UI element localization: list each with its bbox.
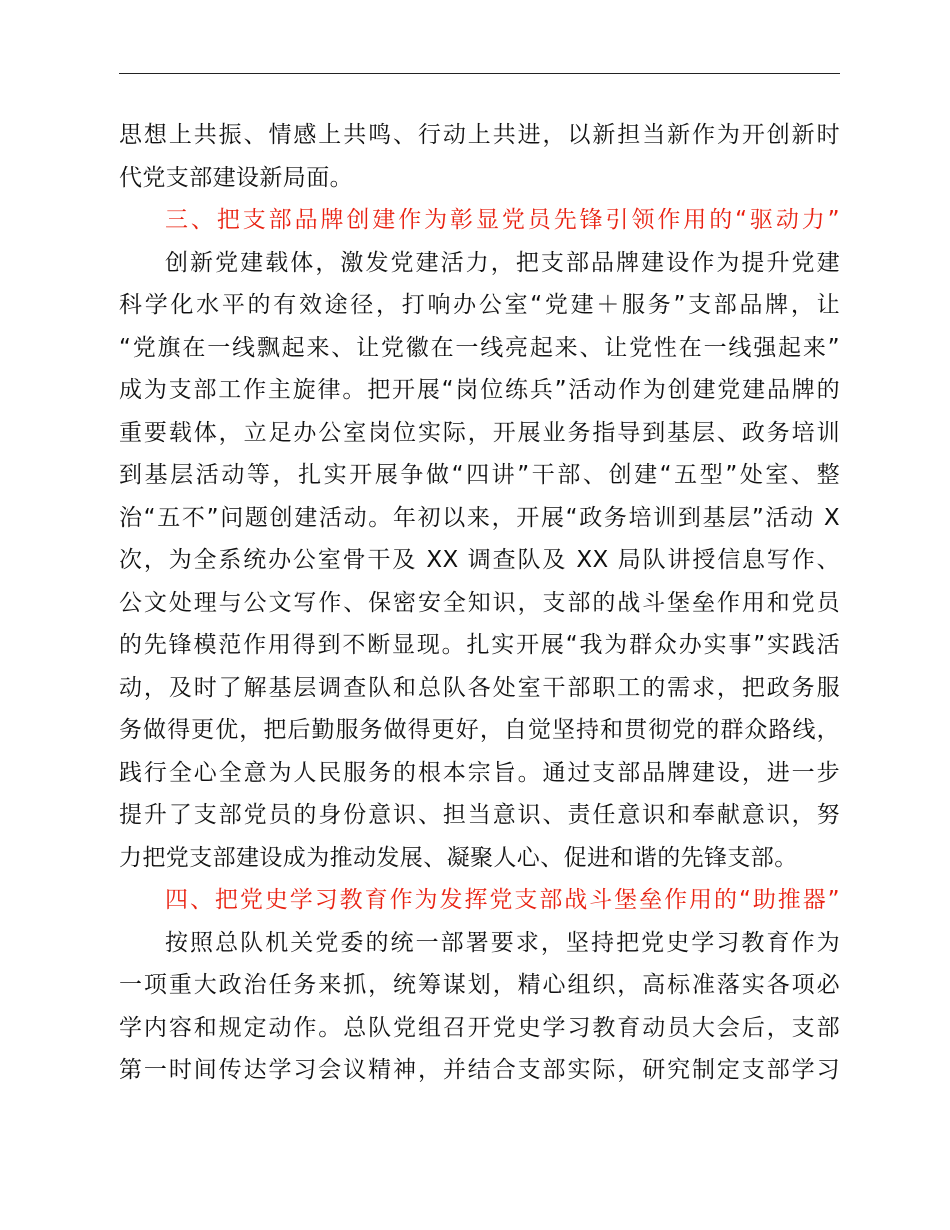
paragraph <box>119 114 840 199</box>
paragraph <box>119 922 840 1092</box>
text-line: 务做得更优，把后勤服务做得更好，自觉坚持和贯彻党的群众路线， <box>119 717 840 743</box>
text-line: 次，为全系统办公室骨干及 XX 调查队及 XX 局队讲授信息写作、 <box>119 547 840 573</box>
section-heading-3 <box>119 199 840 242</box>
text-line: 动，及时了解基层调查队和总队各处室干部职工的需求，把政务服 <box>119 674 840 701</box>
text-line: 成为支部工作主旋律。把开展“岗位练兵”活动作为创建党建品牌的 <box>119 377 840 403</box>
section-heading-4 <box>119 879 840 922</box>
document-body <box>119 114 840 1092</box>
text-line: 治“五不”问题创建活动。年初以来，开展“政务培训到基层”活动 X <box>119 504 840 531</box>
text-line: 第一时间传达学习会议精神，并结合支部实际，研究制定支部学习 <box>119 1057 840 1083</box>
text-line: 科学化水平的有效途径，打响办公室“党建＋服务”支部品牌，让 <box>119 292 840 318</box>
text-line: 践行全心全意为人民服务的根本宗旨。通过支部品牌建设，进一步 <box>119 759 840 786</box>
text-line: 按照总队机关党委的统一部署要求，坚持把党史学习教育作为 <box>165 929 840 956</box>
text-line: 思想上共振、情感上共鸣、行动上共进，以新担当新作为开创新时 <box>119 122 840 148</box>
text-line: “党旗在一线飘起来、让党徽在一线亮起来、让党性在一线强起来” <box>119 334 840 361</box>
text-line: 一项重大政治任务来抓，统筹谋划，精心组织，高标准落实各项必 <box>119 972 840 998</box>
text-line: 提升了支部党员的身份意识、担当意识、责任意识和奉献意识，努 <box>119 802 840 828</box>
text-line: 力把党支部建设成为推动发展、凝聚人心、促进和谐的先锋支部。 <box>119 844 798 871</box>
text-line: 学内容和规定动作。总队党组召开党史学习教育动员大会后，支部 <box>119 1014 840 1041</box>
text-line: 代党支部建设新局面。 <box>119 164 353 191</box>
heading-line: 三、把支部品牌创建作为彰显党员先锋引领作用的“驱动力” <box>165 207 840 233</box>
text-line: 创新党建载体，激发党建活力，把支部品牌建设作为提升党建 <box>165 249 840 276</box>
text-line: 到基层活动等，扎实开展争做“四讲”干部、创建“五型”处室、整 <box>119 462 840 488</box>
text-line: 公文处理与公文写作、保密安全知识，支部的战斗堡垒作用和党员 <box>119 589 840 616</box>
heading-line: 四、把党史学习教育作为发挥党支部战斗堡垒作用的“助推器” <box>165 887 840 913</box>
paragraph <box>119 242 840 880</box>
text-line: 的先锋模范作用得到不断显现。扎实开展“我为群众办实事”实践活 <box>119 632 840 658</box>
text-line: 重要载体，立足办公室岗位实际，开展业务指导到基层、政务培训 <box>119 419 840 446</box>
header-rule <box>119 73 840 74</box>
